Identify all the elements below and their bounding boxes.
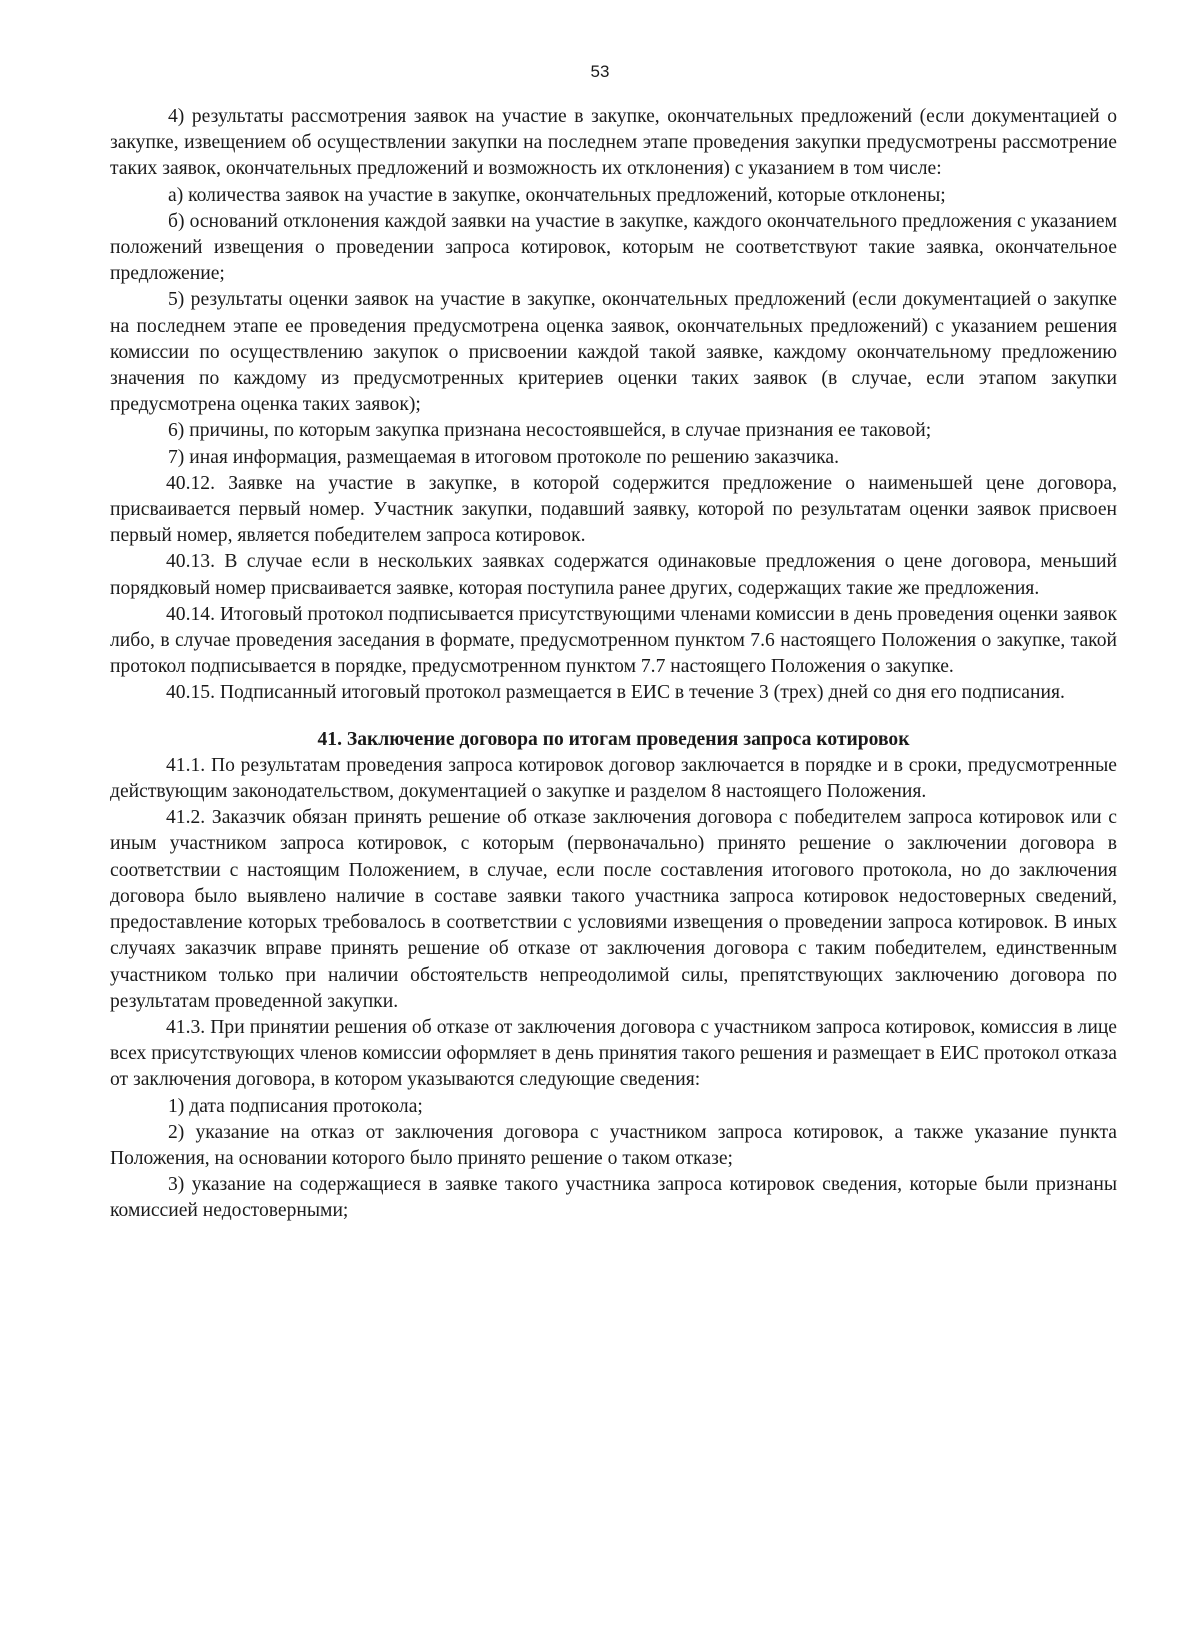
paragraph-41-2: 41.2. Заказчик обязан принять решение об отказе заключения договора с победителем запроса котировок или с иным участником запроса котировок, с которым (первоначально) принято решение о заключении договора в соответствии с настоящим Положением, в случае, если после составления итогового протокола, но до заключения договора было выявлено наличие в составе заявки такого участника запроса котировок недостоверных сведений, предоставление которых требовалось в соответствии с условиями извещения о проведении запроса котировок. В иных случаях заказчик вправе принять решение об отказе от заключения договора с таким победителем, единственным участником только при наличии обстоятельств непреодолимой силы, препятствующих заключению договора по результатам проведенной закупки. xyxy=(110,807,1117,1012)
paragraph: а) количества заявок на участие в закупке, окончательных предложений, которые отклонены; xyxy=(168,184,946,206)
paragraph-40-12: 40.12. Заявке на участие в закупке, в которой содержится предложение о наименьшей цене договора, присваивается первый номер. Участник закупки, подавший заявку, которой по результатам оценки заявок присвоен первый номер, является победителем запроса котировок. xyxy=(110,472,1117,547)
paragraph-40-13: 40.13. В случае если в нескольких заявках содержатся одинаковые предложения о цене договора, меньший порядковый номер присваивается заявке, которая поступила ранее других, содержащих такие же предложения. xyxy=(110,551,1117,599)
paragraph-40-15: 40.15. Подписанный итоговый протокол размещается в ЕИС в течение 3 (трех) дней со дня его подписания. xyxy=(166,682,1065,704)
paragraph: б) оснований отклонения каждой заявки на участие в закупке, каждого окончательного предложения с указанием положений извещения о проведении запроса котировок, которым не соответствуют такие заявка, окончательное предложение; xyxy=(110,210,1117,285)
paragraph: 1) дата подписания протокола; xyxy=(168,1095,423,1117)
paragraph: 4) результаты рассмотрения заявок на участие в закупке, окончательных предложений (если документацией о закупке, извещением об осуществлении закупки на последнем этапе проведения закупки предусмотрены рассмотрение таких заявок, окончательных предложений и возможность их отклонения) с указанием в том числе: xyxy=(110,106,1117,180)
paragraph-41-1: 41.1. По результатам проведения запроса котировок договор заключается в порядке и в сроки, предусмотренные действующим законодательством, документацией о закупке и разделом 8 настоящего Положения. xyxy=(110,754,1117,803)
page-number: 53 xyxy=(590,62,610,81)
paragraph-40-14: 40.14. Итоговый протокол подписывается присутствующими членами комиссии в день проведения оценки заявок либо, в случае проведения заседания в формате, предусмотренном пунктом 7.6 настоящего Положения о закупке, такой протокол подписывается в порядке, предусмотренном пунктом 7.7 настоящего Положения о закупке. xyxy=(110,603,1117,678)
paragraph-41-3: 41.3. При принятии решения об отказе от заключения договора с участником запроса котировок, комиссия в лице всех присутствующих членов комиссии оформляет в день принятия такого решения и размещает в ЕИС протокол отказа от заключения договора, в котором указываются следующие сведения: xyxy=(110,1016,1117,1091)
paragraph: 7) иная информация, размещаемая в итоговом протоколе по решению заказчика. xyxy=(168,446,840,468)
paragraph: 5) результаты оценки заявок на участие в закупке, окончательных предложений (если документацией о закупке на последнем этапе ее проведения предусмотрена оценка заявок, окончательных предложений) с указанием решения комиссии по осуществлению закупок о присвоении каждой такой заявке, каждому окончательному предложению значения по каждому из предусмотренных критериев оценки таких заявок (в случае, если этапом закупки предусмотрена оценка таких заявок); xyxy=(110,289,1117,416)
document-body xyxy=(110,104,1117,1225)
paragraph: 3) указание на содержащиеся в заявке такого участника запроса котировок сведения, которые были признаны комиссией недостоверными; xyxy=(110,1174,1117,1222)
paragraph: 2) указание на отказ от заключения договора с участником запроса котировок, а также указание пункта Положения, на основании которого было принято решение о таком отказе; xyxy=(110,1121,1117,1169)
section-heading: 41. Заключение договора по итогам проведения запроса котировок xyxy=(317,728,910,750)
paragraph: 6) причины, по которым закупка признана несостоявшейся, в случае признания ее таковой; xyxy=(168,420,932,442)
